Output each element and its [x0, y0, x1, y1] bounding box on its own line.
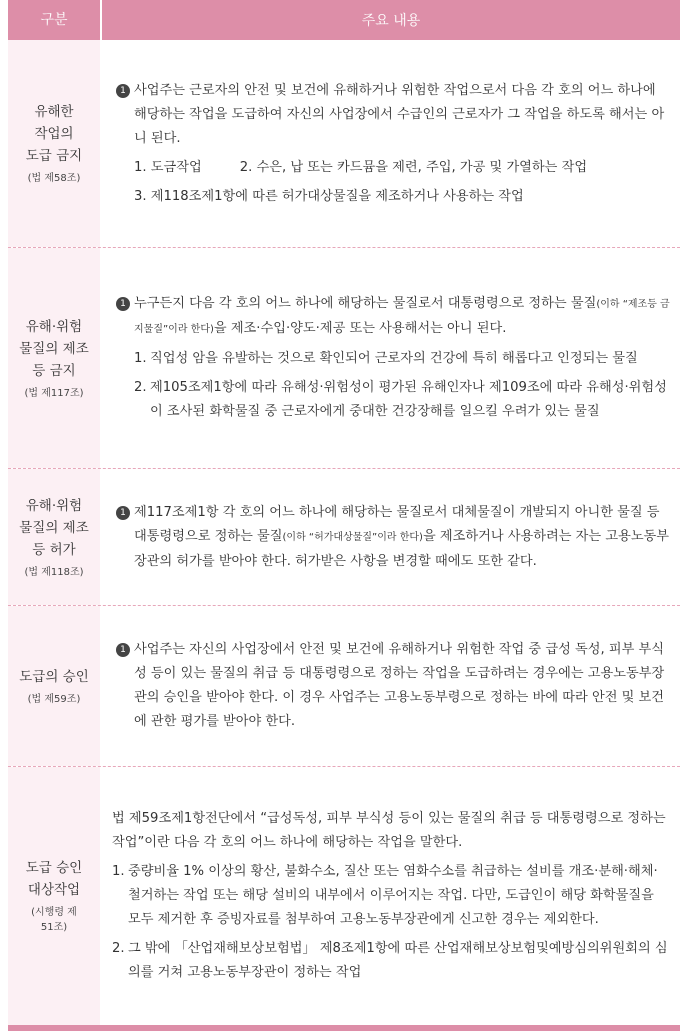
category-line: 등 금지	[32, 362, 76, 379]
item-label: 1.	[112, 864, 125, 879]
item-label: 2.	[112, 941, 125, 956]
category-line: 유해한	[34, 104, 74, 120]
category-line: 물질의 제조	[19, 519, 89, 536]
list-item	[112, 860, 670, 932]
clause-text: 사업주는 자신의 사업장에서 안전 및 보건에 유해하거나 위험한 작업 중 급성 독성, 피부 부식성 등이 있는 물질의 취급 등 대통령령으로 정하는 작업을 도급하려는 경우에는 고용노동부장관의 승인을 받아야 한다. 이 경우 사업주는 고용노동부령으로 정하는 바에 따라 안전 및 보건에 관한 평가를 받아야 한다.	[134, 642, 665, 729]
item-text: 그 밖에 「산업재해보상보험법」 제8조제1항에 따른 산업재해보상보험및예방심의위원회의 심의를 거쳐 고용노동부장관이 정하는 작업	[128, 941, 668, 980]
clause-text: 제117조제1항 각 호의 어느 하나에 해당하는 물질로서 대체물질이 개발되지 아니한 물질 등 대통령령으로 정하는 물질	[134, 504, 660, 544]
list-item	[116, 185, 670, 209]
item-text: 1. 도금작업	[134, 159, 202, 175]
clause-note: (이하 “허가대상물질”이라 한다)	[282, 531, 423, 543]
clause-number-icon: 1	[116, 506, 130, 520]
table-row	[8, 767, 680, 1025]
category-line: 등 허가	[32, 541, 76, 558]
clause-note: (이하 “제조등 금지물질”이라 한다)	[134, 299, 670, 335]
clause-text: 을 제조·수입·양도·제공 또는 사용해서는 아니 된다.	[213, 321, 507, 336]
list-item	[116, 347, 670, 371]
clause-paragraph: 법 제59조제1항전단에서 “급성독성, 피부 부식성 등이 있는 물질의 취급 등 대통령령으로 정하는 작업”이란 다음 각 호의 어느 하나에 해당하는 작업을 말한다.	[112, 811, 666, 850]
row-category	[8, 606, 102, 766]
law-reference: (법 제117조)	[24, 387, 84, 399]
row-content	[102, 469, 680, 605]
clause-paragraph	[116, 292, 670, 342]
row-category	[8, 469, 102, 605]
row-content	[102, 248, 680, 468]
clause-text: 사업주는 근로자의 안전 및 보건에 유해하거나 위험한 작업으로서 다음 각 호의 어느 하나에 해당하는 작업을 도급하여 자신의 사업장에서 수급인의 근로자가 그 작업을 하도록 해서는 아니 된다.	[134, 82, 665, 146]
clause-number-icon: 1	[116, 297, 130, 311]
item-text: 2. 수은, 납 또는 카드뮴을 제련, 주입, 가공 및 가열하는 작업	[239, 159, 588, 175]
table-row	[8, 40, 680, 248]
table-row	[8, 469, 680, 606]
header-category: 구분	[8, 0, 102, 40]
law-reference: (법 제118조)	[24, 566, 84, 578]
list-item	[116, 156, 670, 180]
clause-number-icon: 1	[116, 643, 130, 657]
category-line: 도급의 승인	[19, 668, 89, 685]
item-label: 2.	[134, 380, 147, 395]
category-line: 물질의 제조	[19, 340, 89, 357]
law-reference: (법 제58조)	[27, 173, 81, 184]
table-row	[8, 248, 680, 469]
row-category	[8, 248, 102, 468]
clause-text: 누구든지 다음 각 호의 어느 하나에 해당하는 물질로서 대통령령으로 정하는 물질	[134, 296, 597, 311]
clause-number-icon: 1	[116, 84, 130, 98]
item-text: 제105조제1항에 따라 유해성·위험성이 평가된 유해인자나 제109조에 따라 유해성·위험성이 조사된 화학물질 중 근로자에게 중대한 건강장해를 일으킬 우려가 있는 물질	[150, 380, 667, 419]
item-label: 1.	[134, 351, 147, 366]
law-reference: (시행령 제51조)	[31, 907, 77, 933]
item-text: 3. 제118조제1항에 따른 허가대상물질을 제조하거나 사용하는 작업	[134, 188, 524, 204]
law-reference: (법 제59조)	[27, 693, 81, 705]
category-line: 도급 승인	[25, 860, 83, 876]
category-line: 유해·위험	[25, 497, 83, 514]
clause-paragraph	[116, 638, 670, 734]
category-line: 대상작업	[27, 882, 81, 898]
clause-text: 을 제조하거나 사용하려는 자는 고용노동부장관의 허가를 받아야 한다. 허가받은 사항을 변경할 때에도 또한 같다.	[134, 528, 670, 569]
table-header	[8, 0, 680, 40]
table-row	[8, 606, 680, 767]
row-content	[102, 767, 680, 1025]
category-line: 유해·위험	[25, 318, 83, 335]
clause-paragraph	[116, 501, 670, 574]
category-line: 도급 금지	[25, 148, 83, 164]
item-text: 직업성 암을 유발하는 것으로 확인되어 근로자의 건강에 특히 해롭다고 인정되는 물질	[150, 351, 638, 366]
row-content	[102, 40, 680, 247]
table-bottom-border	[8, 1025, 680, 1031]
row-category	[8, 767, 102, 1025]
regulation-table	[8, 0, 680, 1031]
row-content	[102, 606, 680, 766]
item-text: 중량비율 1% 이상의 황산, 불화수소, 질산 또는 염화수소를 취급하는 설비를 개조·분해·해체·철거하는 작업 또는 해당 설비의 내부에서 이루어지는 작업. 다만, 도급인이 해당 화학물질을 모두 제거한 후 증빙자료를 첨부하여 고용노동부장관에게 신고한 경우는 제외한다.	[128, 864, 658, 927]
row-category	[8, 40, 102, 247]
list-item	[112, 937, 670, 985]
clause-paragraph	[116, 79, 670, 151]
category-line: 작업의	[34, 126, 74, 142]
list-item	[116, 376, 670, 424]
header-content: 주요 내용	[361, 13, 421, 29]
